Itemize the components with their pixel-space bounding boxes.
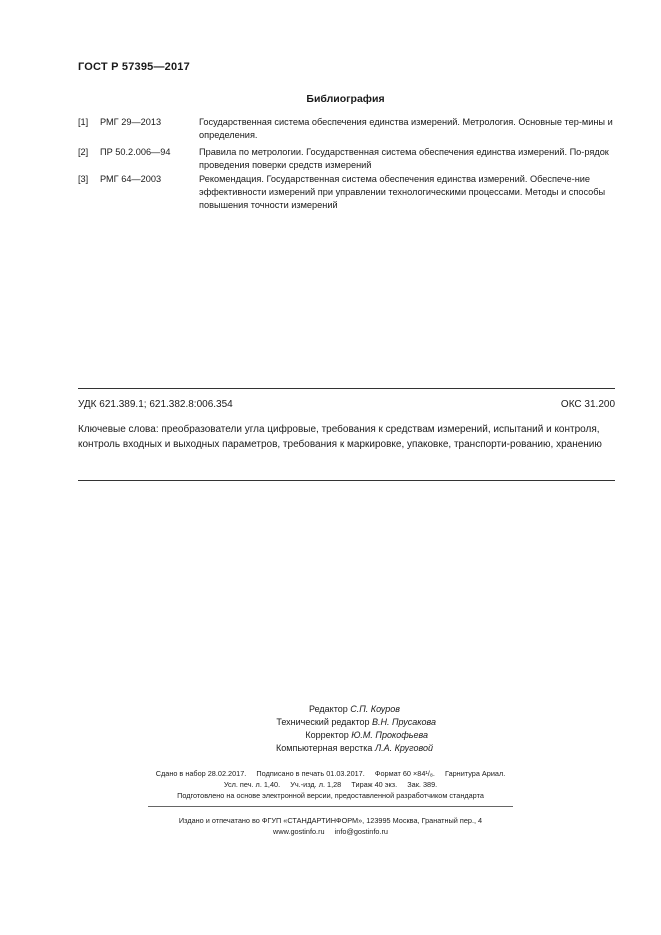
bibliography-item: [78, 116, 618, 146]
udk-code: УДК 621.389.1; 621.382.8:006.354: [78, 399, 233, 410]
top-divider: [78, 388, 615, 389]
imprint-line: Издано и отпечатано во ФГУП «СТАНДАРТИНФОРМ», 123995 Москва, Гранатный пер., 4: [178, 816, 483, 825]
staff-name: Л.А. Круговой: [374, 743, 433, 753]
oks-code: ОКС 31.200: [560, 399, 615, 410]
imprint-line: Сдано в набор 28.02.2017. Подписано в печать 01.03.2017. Формат 60 ×84¹/₈. Гарнитура Ариал.: [155, 769, 506, 778]
imprint-line: Усл. печ. л. 1,40. Уч.-изд. л. 1,28 Тираж 40 экз. Зак. 389.: [223, 780, 438, 789]
ref-number: [3]: [78, 174, 89, 184]
staff-layout: [200, 742, 433, 755]
staff-name: В.Н. Прусакова: [372, 717, 436, 727]
ref-code: ПР 50.2.006—94: [100, 147, 171, 157]
ref-text: Государственная система обеспечения единства измерений. Метрология. Основные тер-мины и определения.: [199, 117, 613, 140]
imprint-divider: [148, 806, 513, 807]
ref-text: Рекомендация. Государственная система обеспечения единства измерений. Обеспече-ние эффективности измерений при управлении технологическими процессами. Методы и способы повышения точности измерений: [199, 174, 606, 210]
standard-number: ГОСТ Р 57395—2017: [78, 61, 190, 73]
staff-editor: [200, 703, 400, 716]
staff-name: С.П. Коуров: [350, 704, 400, 714]
staff-corrector: [200, 729, 428, 742]
bottom-divider: [78, 480, 615, 481]
bibliography-title: Библиография: [306, 93, 385, 105]
ref-number: [2]: [78, 147, 89, 157]
ref-code: РМГ 64—2003: [100, 174, 162, 184]
staff-role: Корректор: [305, 730, 349, 740]
staff-name: Ю.М. Прокофьева: [351, 730, 428, 740]
staff-role: Технический редактор: [276, 717, 370, 727]
ref-text: Правила по метрологии. Государственная система обеспечения единства измерений. По-рядок проведения поверки средств измерений: [199, 147, 609, 170]
keywords: Ключевые слова: преобразователи угла цифровые, требования к средствам измерений, испытаний и контроля, контроль входных и выходных параметров, требования к маркировке, упаковке, транспорти-рованию, хранению: [78, 424, 602, 450]
staff-role: Редактор: [308, 704, 348, 714]
bibliography-item: [78, 173, 618, 218]
bibliography-item: [78, 146, 618, 176]
imprint-line: www.gostinfo.ru info@gostinfo.ru: [273, 827, 388, 836]
ref-number: [1]: [78, 117, 89, 127]
imprint-line: Подготовлено на основе электронной версии, предоставленной разработчиком стандарта: [177, 791, 484, 800]
staff-tech-editor: [200, 716, 436, 729]
ref-code: РМГ 29—2013: [100, 117, 162, 127]
staff-role: Компьютерная верстка: [276, 743, 373, 753]
